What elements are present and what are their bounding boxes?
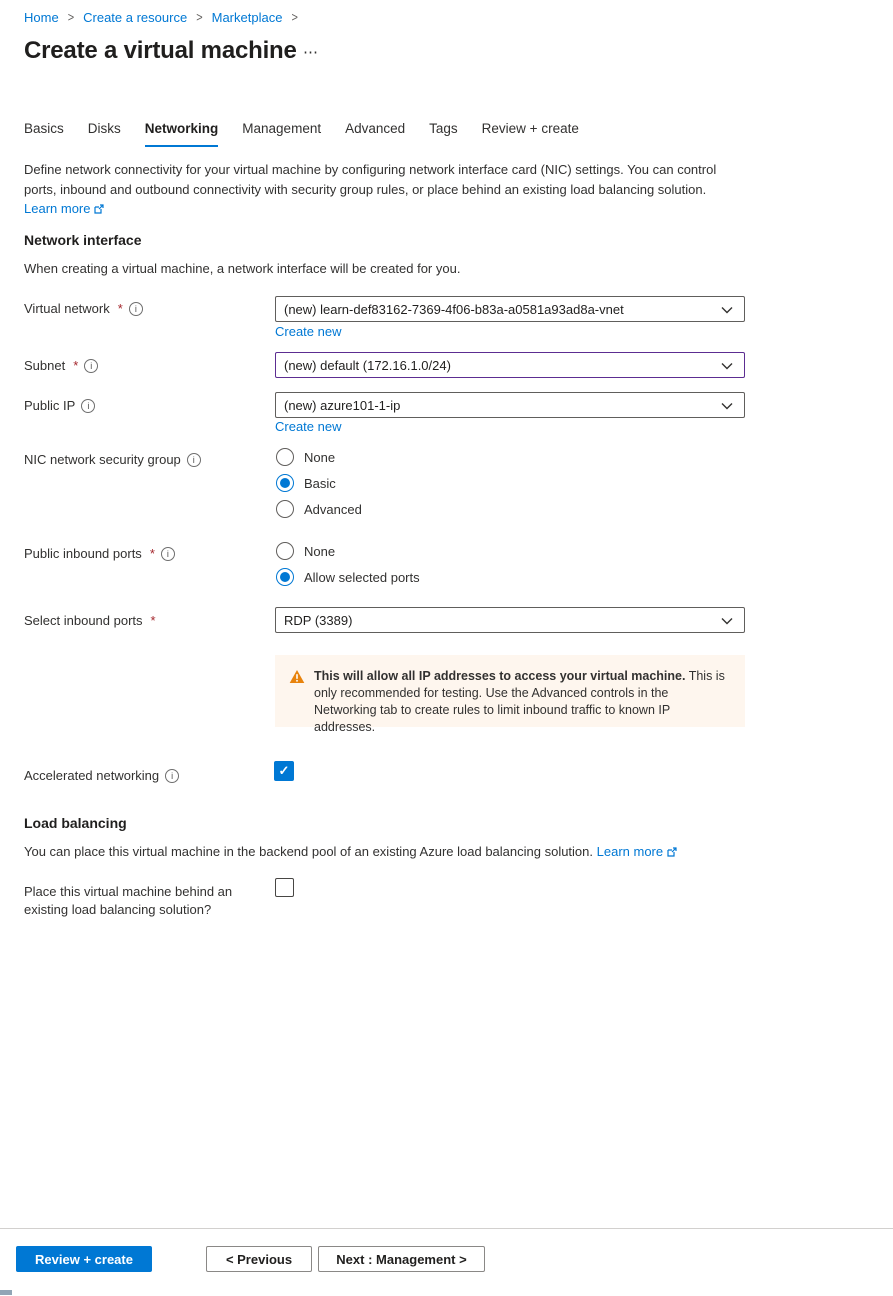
load-balancing-question-label: Place this virtual machine behind an existing load balancing solution? [24,884,233,917]
radio-label: Advanced [304,501,362,517]
tab-basics[interactable]: Basics [24,121,64,136]
subnet-dropdown[interactable] [275,352,745,378]
subnet-value: (new) default (172.16.1.0/24) [284,357,451,373]
review-create-button[interactable]: Review + create [16,1246,152,1272]
required-asterisk: * [73,358,79,373]
accelerated-networking-label-text: Accelerated networking [24,768,160,783]
info-icon[interactable]: i [81,399,95,413]
page-title: Create a virtual machine [24,37,297,64]
info-icon[interactable]: i [129,302,143,316]
subnet-label-text: Subnet [24,358,66,373]
learn-more-label: Learn more [24,201,91,216]
select-inbound-ports-label-text: Select inbound ports [24,613,143,628]
subnet-label [24,358,98,373]
wizard-tabs [24,121,579,147]
radio-selected-icon[interactable] [276,568,294,586]
required-asterisk: * [117,301,123,316]
chevron-right-icon: > [67,10,75,25]
tab-networking[interactable]: Networking [145,121,219,147]
load-balancing-learn-more-link[interactable] [597,844,677,859]
inbound-ports-option-none[interactable] [276,541,335,561]
learn-more-label: Learn more [596,844,664,859]
accelerated-networking-label [24,768,179,783]
select-inbound-ports-dropdown[interactable] [275,607,745,633]
radio-icon[interactable] [276,500,294,518]
public-inbound-ports-label [24,546,175,561]
previous-button[interactable]: < Previous [206,1246,312,1272]
radio-label: Allow selected ports [304,569,420,585]
select-inbound-ports-label [24,613,156,628]
intro-learn-more-link[interactable] [24,199,104,219]
info-icon[interactable]: i [84,359,98,373]
radio-icon[interactable] [276,448,294,466]
radio-label: Basic [304,475,336,491]
info-icon[interactable]: i [187,453,201,467]
chevron-down-icon [721,306,733,314]
public-ip-label [24,398,95,413]
virtual-network-label-text: Virtual network [24,301,110,316]
warning-regular-text: This is only recommended for testing. Use the Advanced controls in the Networking tab to create rules to limit inbound traffic to known IP addresses. [314,669,725,734]
load-balancing-heading: Load balancing [24,815,127,831]
load-balancing-description [24,844,677,859]
breadcrumb-home[interactable]: Home [24,10,59,25]
radio-label: None [304,543,336,559]
network-interface-description: When creating a virtual machine, a network interface will be created for you. [24,261,461,276]
chevron-down-icon [721,617,733,625]
public-ip-dropdown[interactable] [275,392,745,418]
load-balancing-checkbox[interactable] [275,878,294,897]
required-asterisk: * [149,546,155,561]
intro-text: Define network connectivity for your virtual machine by configuring network interface card (NIC) settings. You can control ports, inbound and outbound connectivity with security group rules, or place behind an existing load balancing solution. [24,162,717,197]
breadcrumb-create-a-resource[interactable]: Create a resource [83,10,188,25]
external-link-icon [94,204,104,214]
tab-management[interactable]: Management [242,121,322,136]
nic-nsg-option-advanced[interactable] [276,499,362,519]
warning-icon [289,669,305,684]
external-link-icon [667,847,677,857]
footer-divider [0,1228,893,1229]
warning-bold-text: This will allow all IP addresses to access your virtual machine. [314,669,686,683]
tab-tags[interactable]: Tags [429,121,458,136]
warning-text [314,668,731,734]
bottom-edge-fragment [0,1290,12,1295]
virtual-network-value: (new) learn-def83162-7369-4f06-b83a-a0581a93ad8a-vnet [284,301,624,317]
virtual-network-dropdown[interactable] [275,296,745,322]
tab-disks[interactable]: Disks [87,121,121,136]
nic-nsg-option-none[interactable] [276,447,335,467]
accelerated-networking-checkbox[interactable] [274,761,294,781]
chevron-right-icon: > [196,10,203,25]
breadcrumb [24,10,298,25]
nic-nsg-label-text: NIC network security group [24,452,181,467]
inbound-ports-warning [275,655,745,734]
next-management-button[interactable]: Next : Management > [318,1246,485,1272]
tab-advanced[interactable]: Advanced [345,121,406,136]
info-icon[interactable]: i [165,769,179,783]
more-options-icon[interactable]: ⋯ [303,44,319,61]
select-inbound-ports-value: RDP (3389) [284,612,353,628]
radio-selected-icon[interactable] [276,474,294,492]
breadcrumb-marketplace[interactable]: Marketplace [211,10,283,25]
public-ip-value: (new) azure101-1-ip [284,397,401,413]
network-interface-heading: Network interface [24,232,142,248]
networking-intro-text [24,160,742,219]
chevron-down-icon [721,402,733,410]
load-balancing-description-text: You can place this virtual machine in the backend pool of an existing Azure load balancing solution. [24,844,597,859]
nic-nsg-label [24,452,201,467]
public-ip-label-text: Public IP [24,398,76,413]
radio-icon[interactable] [276,542,294,560]
public-ip-create-new-link[interactable]: Create new [275,419,342,434]
public-inbound-ports-label-text: Public inbound ports [24,546,142,561]
checkmark-icon: ✓ [278,763,290,778]
radio-label: None [304,449,336,465]
virtual-network-label [24,301,143,316]
required-asterisk: * [150,613,156,628]
tab-review-create[interactable]: Review + create [481,121,579,136]
nic-nsg-option-basic[interactable] [276,473,336,493]
inbound-ports-option-allow-selected[interactable] [276,567,420,587]
info-icon[interactable]: i [161,547,175,561]
virtual-network-create-new-link[interactable]: Create new [275,324,342,339]
chevron-right-icon: > [291,10,298,25]
chevron-down-icon [721,362,733,370]
